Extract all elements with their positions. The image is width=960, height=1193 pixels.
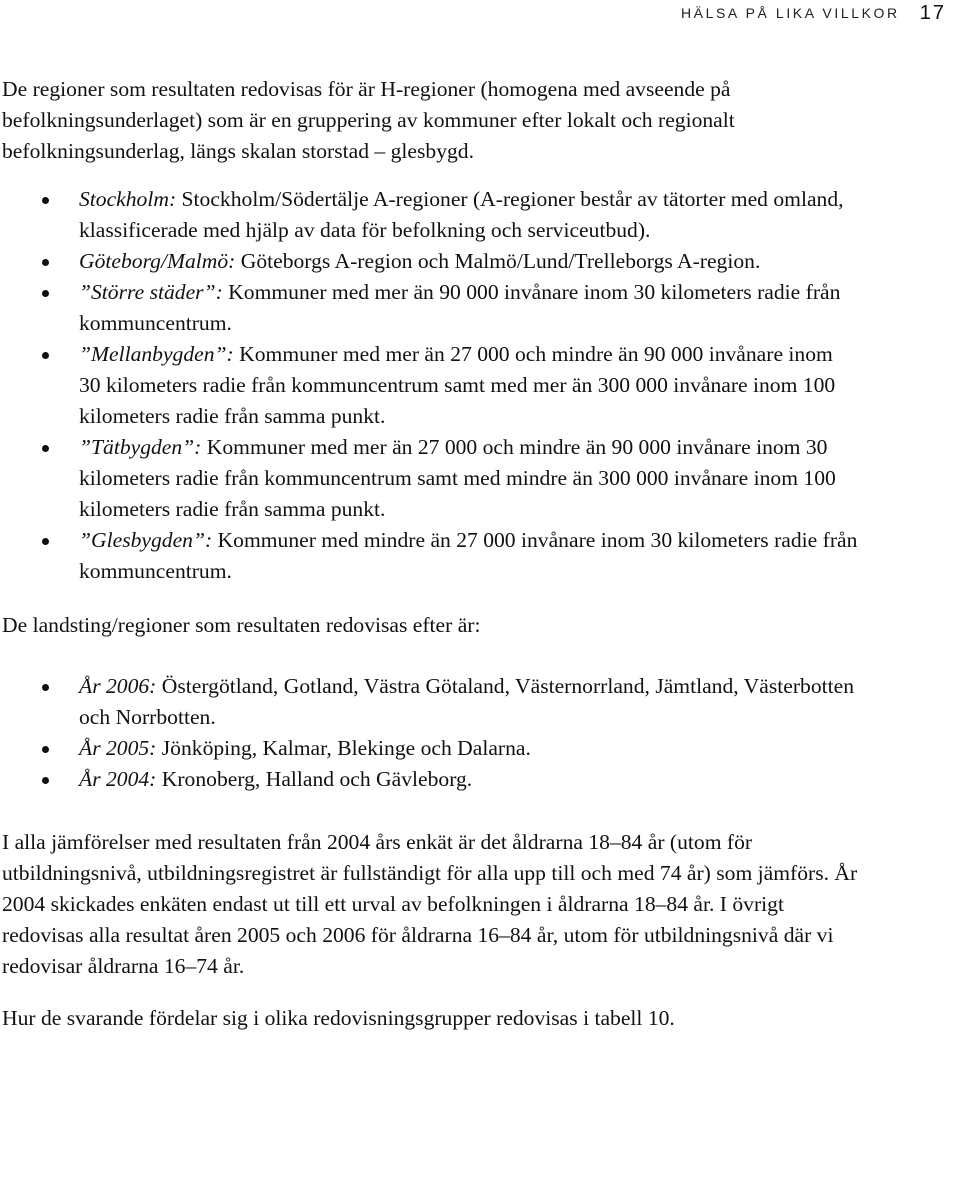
list-item <box>2 277 858 339</box>
list-item-text: Göteborgs A-region och Malmö/Lund/Trelleborgs A-region. <box>235 249 761 273</box>
list-item-label: ”Glesbygden”: <box>79 528 213 552</box>
list-item-label: År 2004: <box>79 767 157 791</box>
list-item-text: Jönköping, Kalmar, Blekinge och Dalarna. <box>156 736 531 760</box>
list-item-label: ”Större städer”: <box>79 280 223 304</box>
document-body <box>2 74 858 1034</box>
comparison-paragraph: I alla jämförelser med resultaten från 2004 års enkät är det åldrarna 18–84 år (utom för utbildningsnivå, utbildningsregistret är fullständigt för alla upp till och med 74 år) som jämförs. År 2004 skickades enkäten endast ut till ett urval av befolkningen i åldrarna 18–84 år. I övrigt redovisas alla resultat åren 2005 och 2006 för åldrarna 16–84 år, utom för utbildningsnivå där vi redovisar åldrarna 16–74 år. <box>2 830 858 978</box>
page-number: 17 <box>919 1 946 24</box>
list-item-label: År 2006: <box>79 674 157 698</box>
list-item <box>2 733 858 764</box>
list-item-label: ”Mellanbygden”: <box>79 342 234 366</box>
list-item-text: Kronoberg, Halland och Gävleborg. <box>156 767 473 791</box>
list-item <box>2 246 858 277</box>
intro-paragraph: De regioner som resultaten redovisas för är H-regioner (homogena med avseende på befolkningsunderlaget) som är en gruppering av kommuner efter lokalt och regionalt befolkningsunderlag, längs skalan storstad – glesbygd. <box>2 77 735 163</box>
running-header <box>681 0 946 26</box>
list-item <box>2 184 858 246</box>
list-item-label: Göteborg/Malmö: <box>79 249 236 273</box>
list-item <box>2 432 858 525</box>
list-item-text: Kommuner med mindre än 27 000 invånare inom 30 kilometers radie från kommuncentrum. <box>79 528 858 583</box>
list-item-text: Kommuner med mer än 27 000 och mindre än 90 000 invånare inom 30 kilometers radie från kommuncentrum samt med mer än 300 000 invånare inom 100 kilometers radie från samma punkt. <box>79 342 836 428</box>
region-list <box>2 184 858 587</box>
list-item <box>2 671 858 733</box>
list-item <box>2 525 858 587</box>
list-item-text: Kommuner med mer än 90 000 invånare inom 30 kilometers radie från kommuncentrum. <box>79 280 841 335</box>
list-item-label: ”Tätbygden”: <box>79 435 202 459</box>
years-heading: De landsting/regioner som resultaten redovisas efter är: <box>2 613 481 637</box>
list-item-text: Stockholm/Södertälje A-regioner (A-regioner består av tätorter med omland, klassificerade med hjälp av data för befolkning och serviceutbud). <box>79 187 844 242</box>
list-item-text: Kommuner med mer än 27 000 och mindre än 90 000 invånare inom 30 kilometers radie från kommuncentrum samt med mindre än 300 000 invånare inom 100 kilometers radie från samma punkt. <box>79 435 836 521</box>
list-item-label: År 2005: <box>79 736 157 760</box>
list-item-text: Östergötland, Gotland, Västra Götaland, Västernorrland, Jämtland, Västerbotten och Norrbotten. <box>79 674 855 729</box>
list-item <box>2 339 858 432</box>
list-item-label: Stockholm: <box>79 187 177 211</box>
year-list <box>2 671 858 795</box>
running-title: HÄLSA PÅ LIKA VILLKOR <box>680 5 900 21</box>
closing-paragraph: Hur de svarande fördelar sig i olika redovisningsgrupper redovisas i tabell 10. <box>2 1006 675 1030</box>
list-item <box>2 764 858 795</box>
